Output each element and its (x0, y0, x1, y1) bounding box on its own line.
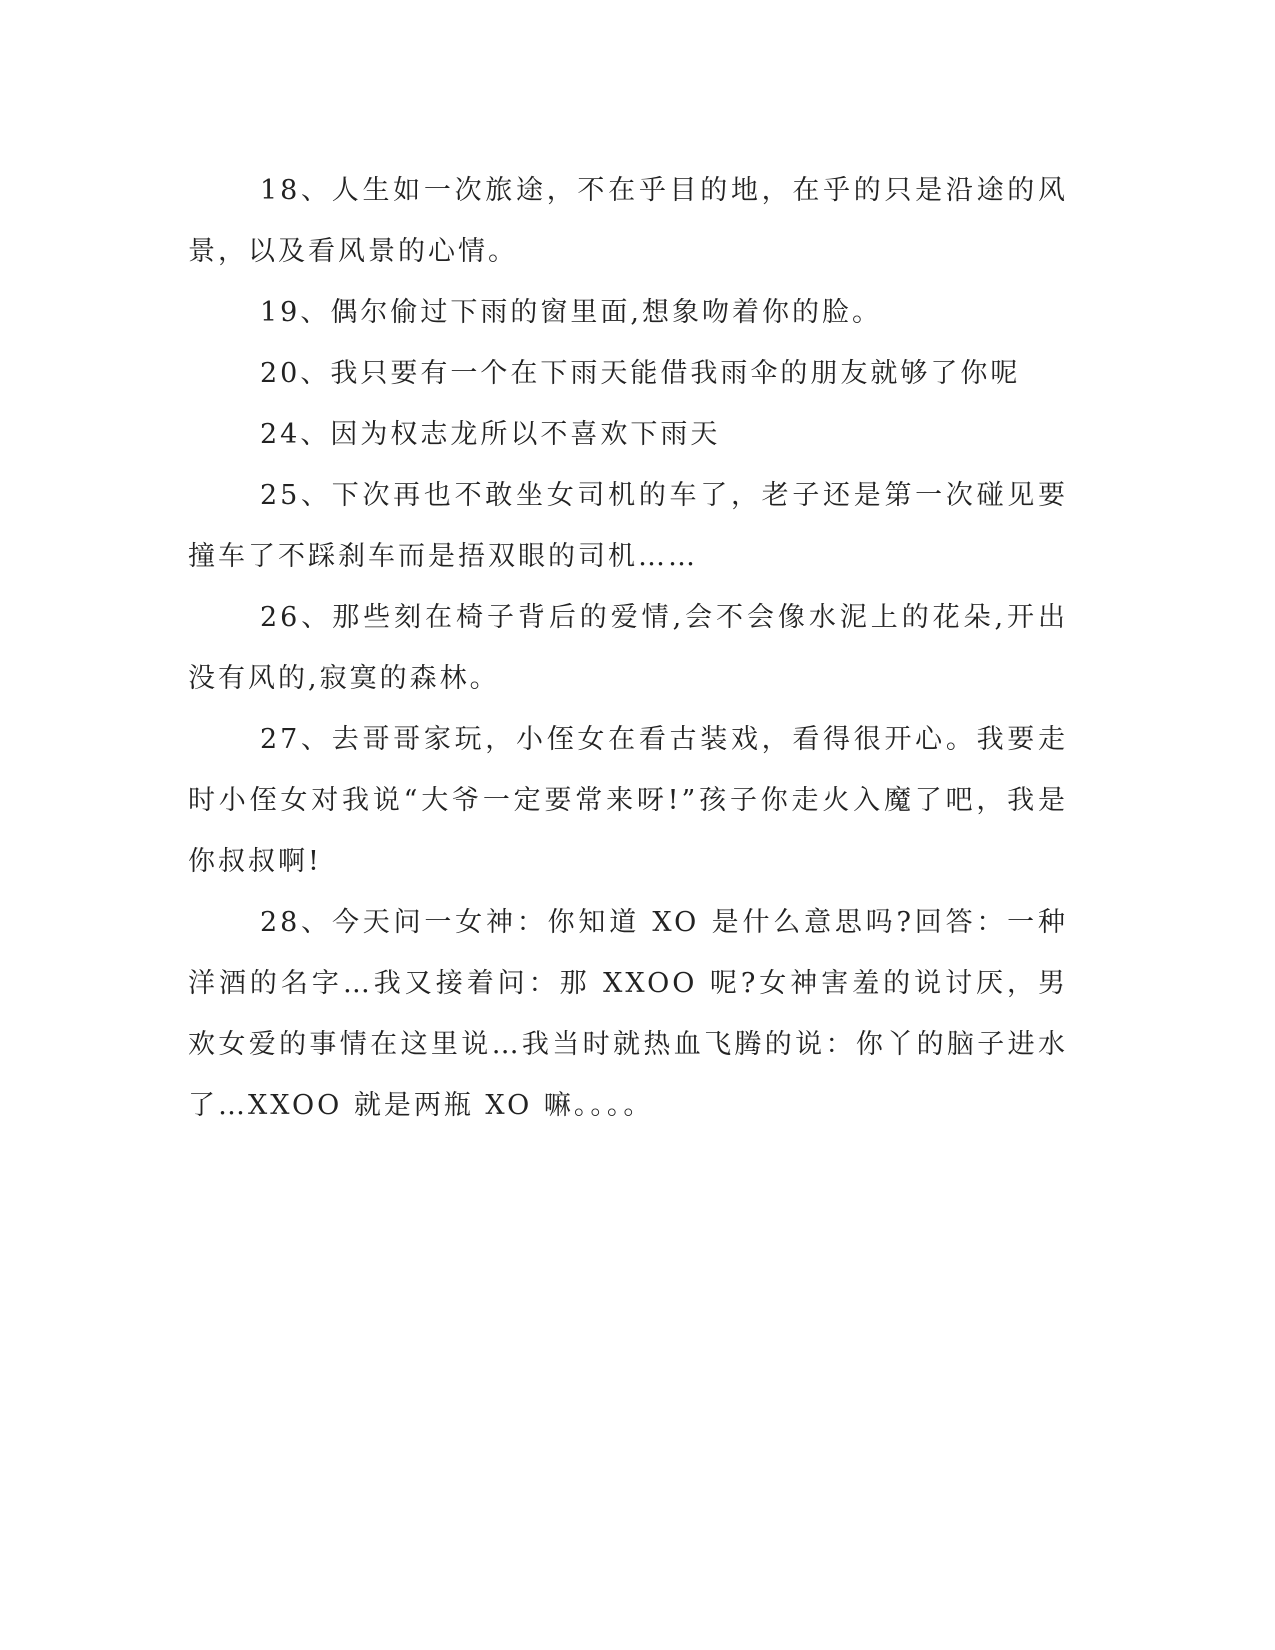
paragraph-18: 18、人生如一次旅途，不在乎目的地，在乎的只是沿途的风景，以及看风景的心情。 (188, 175, 1068, 267)
paragraph-28: 28、今天问一女神：你知道 XO 是什么意思吗?回答：一种洋酒的名字…我又接着问：那 XXOO 呢?女神害羞的说讨厌，男欢女爱的事情在这里说…我当时就热血飞腾的说：你丫的脑子进水了…XXOO 就是两瓶 XO 嘛。。。。 (188, 907, 1068, 1121)
paragraph-25: 25、下次再也不敢坐女司机的车了，老子还是第一次碰见要撞车了不踩刹车而是捂双眼的司机…… (188, 480, 1068, 572)
paragraph-20: 20、我只要有一个在下雨天能借我雨伞的朋友就够了你呢 (260, 358, 1021, 389)
paragraph-24: 24、因为权志龙所以不喜欢下雨天 (260, 419, 721, 450)
document-body (188, 160, 1068, 1136)
paragraph-19: 19、偶尔偷过下雨的窗里面,想象吻着你的脸。 (260, 297, 882, 328)
paragraph-27: 27、去哥哥家玩，小侄女在看古装戏，看得很开心。我要走时小侄女对我说“大爷一定要常来呀!”孩子你走火入魔了吧，我是你叔叔啊! (188, 724, 1068, 877)
paragraph-26: 26、那些刻在椅子背后的爱情,会不会像水泥上的花朵,开出没有风的,寂寞的森林。 (188, 602, 1068, 694)
